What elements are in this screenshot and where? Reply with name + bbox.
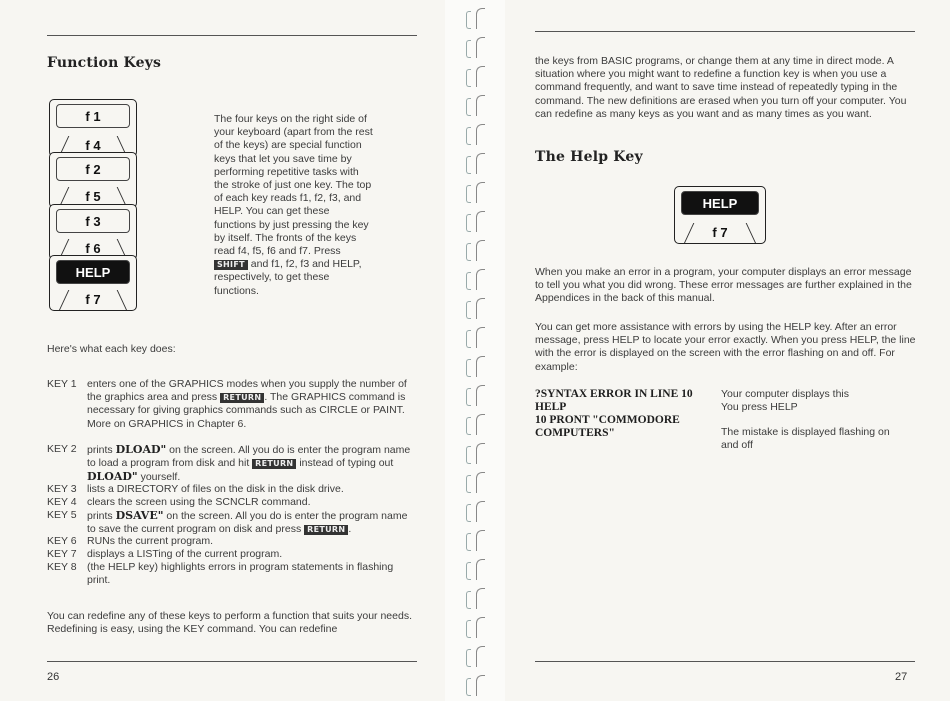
- keycap-help-f7: [674, 186, 766, 244]
- description-text: lists a DIRECTORY of files on the disk in the disk drive.: [87, 483, 344, 495]
- code-line: HELP: [535, 401, 567, 413]
- key-list-label: KEY 7: [47, 548, 77, 560]
- binding-ring: [463, 385, 485, 407]
- key-list-description: [87, 561, 417, 587]
- key-list-label: KEY 4: [47, 496, 77, 508]
- key-list-description: [87, 443, 417, 485]
- binding-ring: [463, 675, 485, 697]
- binding-ring: [463, 211, 485, 233]
- keycap-f2-f5: [49, 152, 137, 208]
- bottom-rule: [47, 661, 417, 662]
- return-key-badge: RETURN: [220, 393, 264, 403]
- binding-ring: [463, 153, 485, 175]
- description-text: clears the screen using the SCNCLR command.: [87, 496, 311, 508]
- description-text: prints: [87, 510, 116, 522]
- description-text: .: [348, 523, 352, 536]
- key-list-description: [87, 496, 417, 509]
- binding-ring: [463, 617, 485, 639]
- description-text: enters one of the GRAPHICS modes when you supply the number of the graphics area and press: [87, 378, 407, 404]
- binding-ring: [463, 327, 485, 349]
- keycap-top-label: f 1: [56, 104, 130, 128]
- spiral-binding: [445, 0, 505, 701]
- top-rule: [535, 31, 915, 32]
- continued-paragraph: the keys from BASIC programs, or change them at any time in direct mode. A situation where you might want to redefine a function key is when you use a command frequently, and want to save time instead of repeatedly typing in the command. The new definitions are erased when you turn off your computer. You can redefine as many keys as you want and as many times as you want.: [535, 55, 907, 120]
- return-key-badge: RETURN: [304, 525, 348, 535]
- key-list-description: [87, 535, 417, 548]
- key-list-label: KEY 8: [47, 561, 77, 573]
- key-list-description: [87, 378, 417, 431]
- binding-ring: [463, 269, 485, 291]
- key-list-description: [87, 483, 417, 496]
- binding-ring: [463, 646, 485, 668]
- page-number: 27: [895, 671, 908, 683]
- command-keyword: DLOAD": [115, 443, 167, 456]
- description-text: yourself.: [137, 471, 181, 484]
- section-heading-function-keys: Function Keys: [47, 55, 162, 71]
- binding-ring: [463, 8, 485, 30]
- code-line: 10 PRONT "COMMODORE: [535, 414, 680, 426]
- binding-ring: [463, 443, 485, 465]
- bottom-rule: [535, 661, 915, 662]
- example-note: Your computer displays this: [721, 388, 850, 400]
- help-key-paragraph: You can get more assistance with errors by using the HELP key. After an error message, press HELP to locate your error exactly. When you press HELP, the line with the error is displayed on the screen with the error flashing on and off. For example:: [535, 321, 916, 373]
- description-text: on the screen. All you do is enter the program name to save the current program on disk and press: [87, 510, 408, 536]
- description-text: on the screen. All you do is enter the program name to load a program from disk and hit: [87, 444, 411, 470]
- intro-paragraph: The four keys on the right side of your keyboard (apart from the rest of the keys) are special function keys that let you save time by performing repetitive tasks with the stroke of just one key. The top of each key reads f1, f2, f3, and HELP. You can get these functions by just pressing the key by itself. The fronts of the keys read f4, f5, f6 and f7. Press SHIFT and f1, f2, f3 and HELP, respectively, to get these functions.: [214, 113, 373, 297]
- keycap-help-f7: [49, 255, 137, 311]
- binding-ring: [463, 95, 485, 117]
- keycap-front-label: f 7: [85, 291, 101, 307]
- binding-ring: [463, 559, 485, 581]
- example-note: You press HELP: [721, 401, 798, 413]
- keycap-top-label: HELP: [56, 260, 130, 284]
- keycap-top-label: f 2: [56, 157, 130, 181]
- description-text: prints: [87, 444, 116, 456]
- key-list-label: KEY 1: [47, 378, 77, 390]
- binding-ring: [463, 124, 485, 146]
- code-line: ?SYNTAX ERROR IN LINE 10: [535, 388, 693, 400]
- keycap-f3-f6: [49, 204, 137, 260]
- description-text: displays a LISTing of the current program.: [87, 548, 283, 560]
- keycap-front-label: f 7: [712, 224, 728, 240]
- description-text: . The GRAPHICS command is necessary for giving graphics commands such as CIRCLE or PAINT. More on GRAPHICS in Chapter 6.: [87, 391, 406, 430]
- binding-ring: [463, 588, 485, 610]
- key-list-description: [87, 548, 417, 561]
- binding-ring: [463, 37, 485, 59]
- code-line: COMPUTERS": [535, 427, 615, 439]
- binding-ring: [463, 472, 485, 494]
- binding-ring: [463, 240, 485, 262]
- description-text: RUNs the current program.: [87, 535, 214, 547]
- keycap-top-label: f 3: [56, 209, 130, 233]
- keycap-f1-f4: [49, 99, 137, 157]
- description-text: (the HELP key) highlights errors in program statements in flashing print.: [87, 561, 394, 587]
- key-list-label: KEY 6: [47, 535, 77, 547]
- binding-ring: [463, 182, 485, 204]
- closing-paragraph: You can redefine any of these keys to perform a function that suits your needs. Redefining is easy, using the KEY command. You can redefine: [47, 610, 412, 636]
- example-note: The mistake is displayed flashing on and off: [721, 426, 890, 452]
- return-key-badge: RETURN: [252, 459, 296, 469]
- shift-key-badge: SHIFT: [214, 260, 248, 270]
- right-page: [505, 0, 950, 701]
- left-page: [0, 0, 445, 701]
- keycap-front-label: f 4: [85, 137, 101, 153]
- command-keyword: DLOAD": [87, 470, 138, 484]
- key-list-label: KEY 3: [47, 483, 77, 495]
- section-heading-help-key: The Help Key: [535, 149, 643, 165]
- page-number: 26: [47, 671, 60, 683]
- command-keyword: DSAVE": [115, 509, 164, 522]
- description-text: instead of typing out: [296, 457, 394, 470]
- binding-ring: [463, 501, 485, 523]
- binding-ring: [463, 414, 485, 436]
- keycap-front-label: f 5: [85, 188, 101, 204]
- key-list-lead-in: Here's what each key does:: [47, 343, 176, 355]
- error-message-paragraph: When you make an error in a program, your computer displays an error message to tell you what you did wrong. These error messages are further explained in the Appendices in the back of this manual.: [535, 266, 912, 305]
- binding-ring: [463, 298, 485, 320]
- key-list-label: KEY 2: [47, 443, 77, 455]
- top-rule: [47, 35, 417, 36]
- key-list-description: [87, 509, 417, 536]
- binding-ring: [463, 530, 485, 552]
- keycap-top-label: HELP: [681, 191, 759, 215]
- binding-ring: [463, 356, 485, 378]
- key-list-label: KEY 5: [47, 509, 77, 521]
- binding-ring: [463, 66, 485, 88]
- keycap-front-label: f 6: [85, 240, 101, 256]
